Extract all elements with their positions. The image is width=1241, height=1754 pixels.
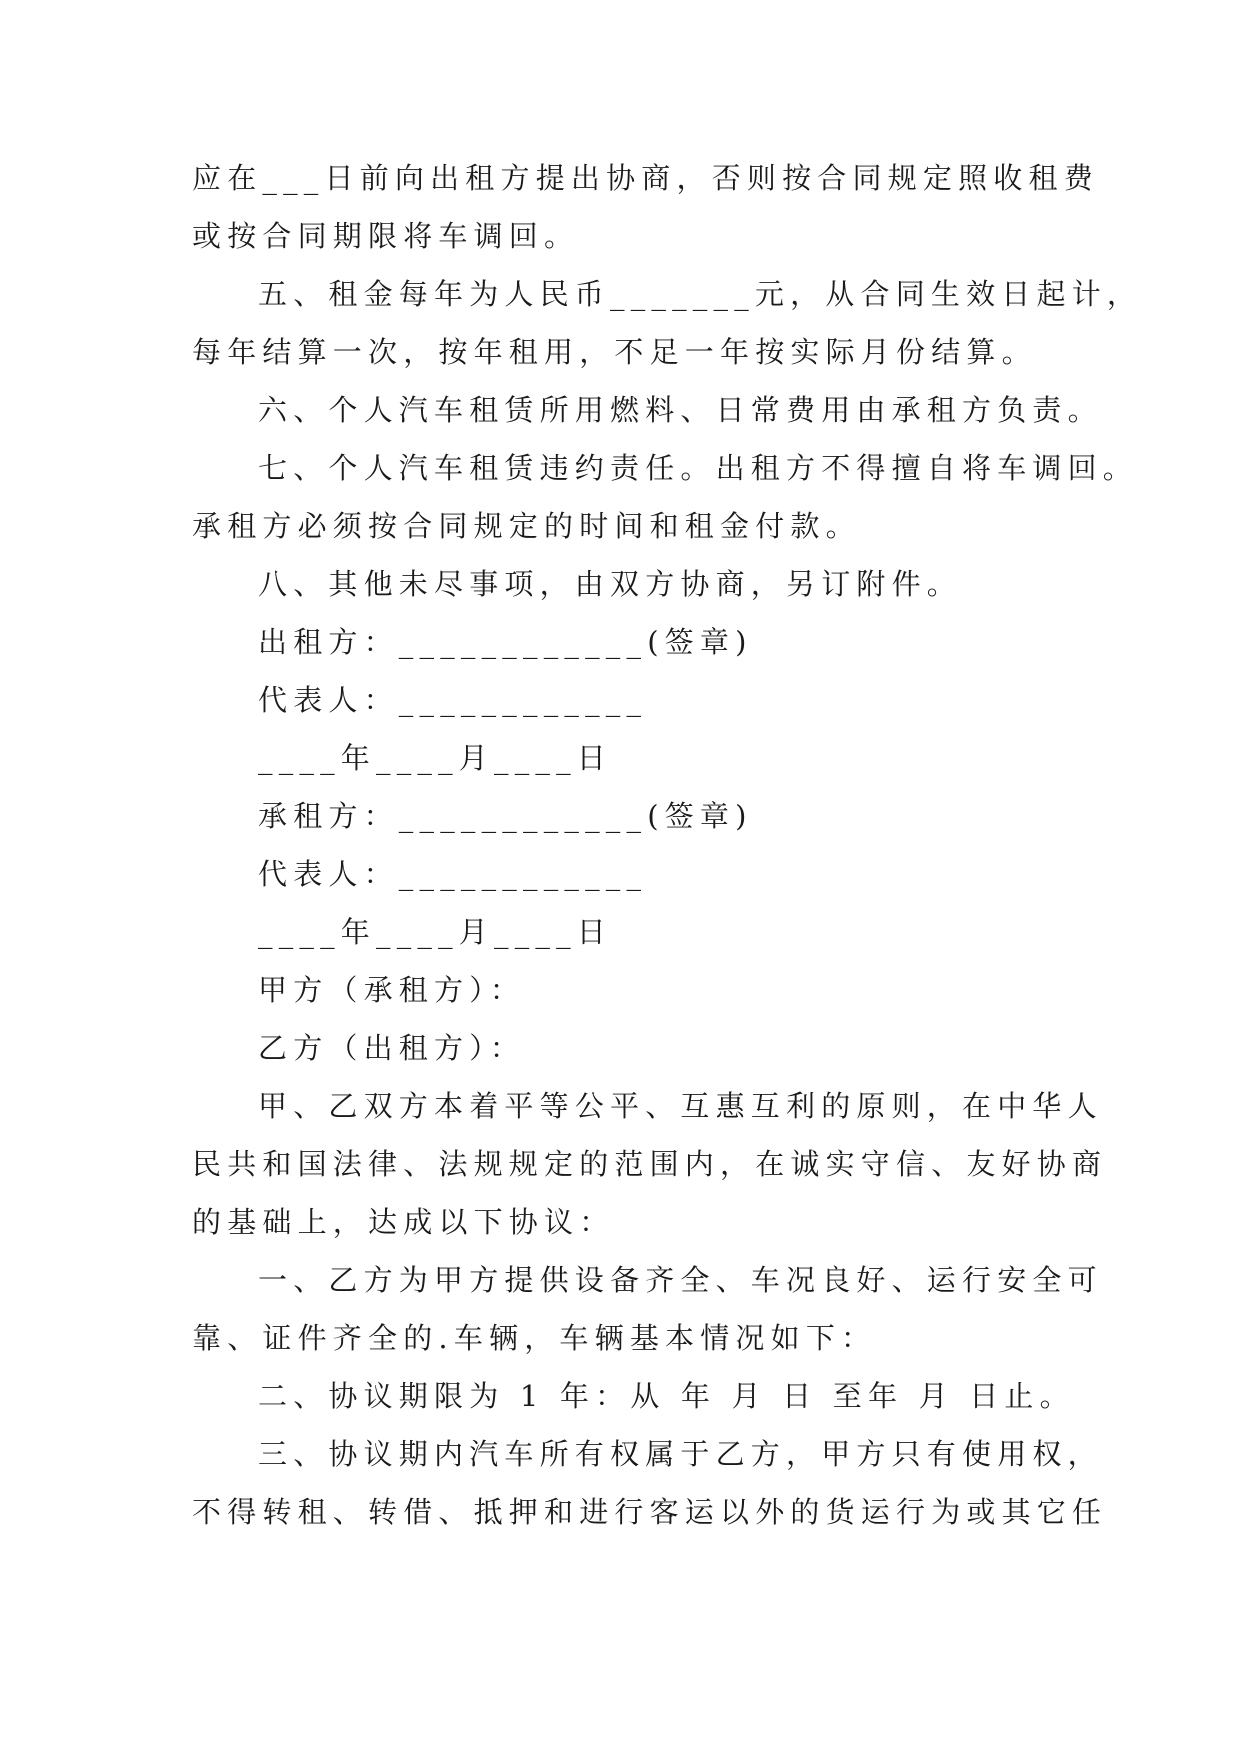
text-line: 靠、证件齐全的.车辆，车辆基本情况如下： — [192, 1321, 877, 1355]
agreement-clause-1: 一、乙方为甲方提供设备齐全、车况良好、运行安全可 — [258, 1263, 1103, 1297]
lessee-representative-line: 代表人：____________ — [258, 857, 648, 891]
text-line: 或按合同期限将车调回。 — [192, 219, 580, 253]
party-a-line: 甲方（承租方）： — [258, 973, 526, 1007]
lessor-signature-line: 出租方：____________(签章) — [258, 625, 753, 659]
clause-7: 七、个人汽车租赁违约责任。出租方不得擅自将车调回。 — [258, 451, 1139, 485]
lessee-date-line: ____年____月____日 — [258, 915, 613, 949]
lessor-date-line: ____年____月____日 — [258, 741, 613, 775]
clause-6: 六、个人汽车租赁所用燃料、日常费用由承租方负责。 — [258, 393, 1103, 427]
text-line: 每年结算一次，按年租用，不足一年按实际月份结算。 — [192, 335, 1037, 369]
text-line: 承租方必须按合同规定的时间和租金付款。 — [192, 509, 861, 543]
preamble: 甲、乙双方本着平等公平、互惠互利的原则，在中华人 — [258, 1089, 1103, 1123]
agreement-clause-2: 二、协议期限为 1 年：从 年 月 日 至年 月 日止。 — [258, 1379, 1075, 1413]
text-line: 应在___日前向出租方提出协商，否则按合同规定照收租费 — [192, 161, 1099, 195]
clause-8: 八、其他未尽事项，由双方协商，另订附件。 — [258, 567, 963, 601]
party-b-line: 乙方（出租方）： — [258, 1031, 526, 1065]
agreement-clause-3: 三、协议期内汽车所有权属于乙方，甲方只有使用权， — [258, 1437, 1103, 1471]
lessee-signature-line: 承租方：____________(签章) — [258, 799, 753, 833]
lessor-representative-line: 代表人：____________ — [258, 683, 648, 717]
text-line: 不得转租、转借、抵押和进行客运以外的货运行为或其它任 — [192, 1495, 1108, 1529]
text-line: 的基础上，达成以下协议： — [192, 1205, 615, 1239]
text-line: 民共和国法律、法规规定的范围内，在诚实守信、友好协商 — [192, 1147, 1108, 1181]
clause-5: 五、租金每年为人民币_______元，从合同生效日起计， — [258, 277, 1143, 311]
